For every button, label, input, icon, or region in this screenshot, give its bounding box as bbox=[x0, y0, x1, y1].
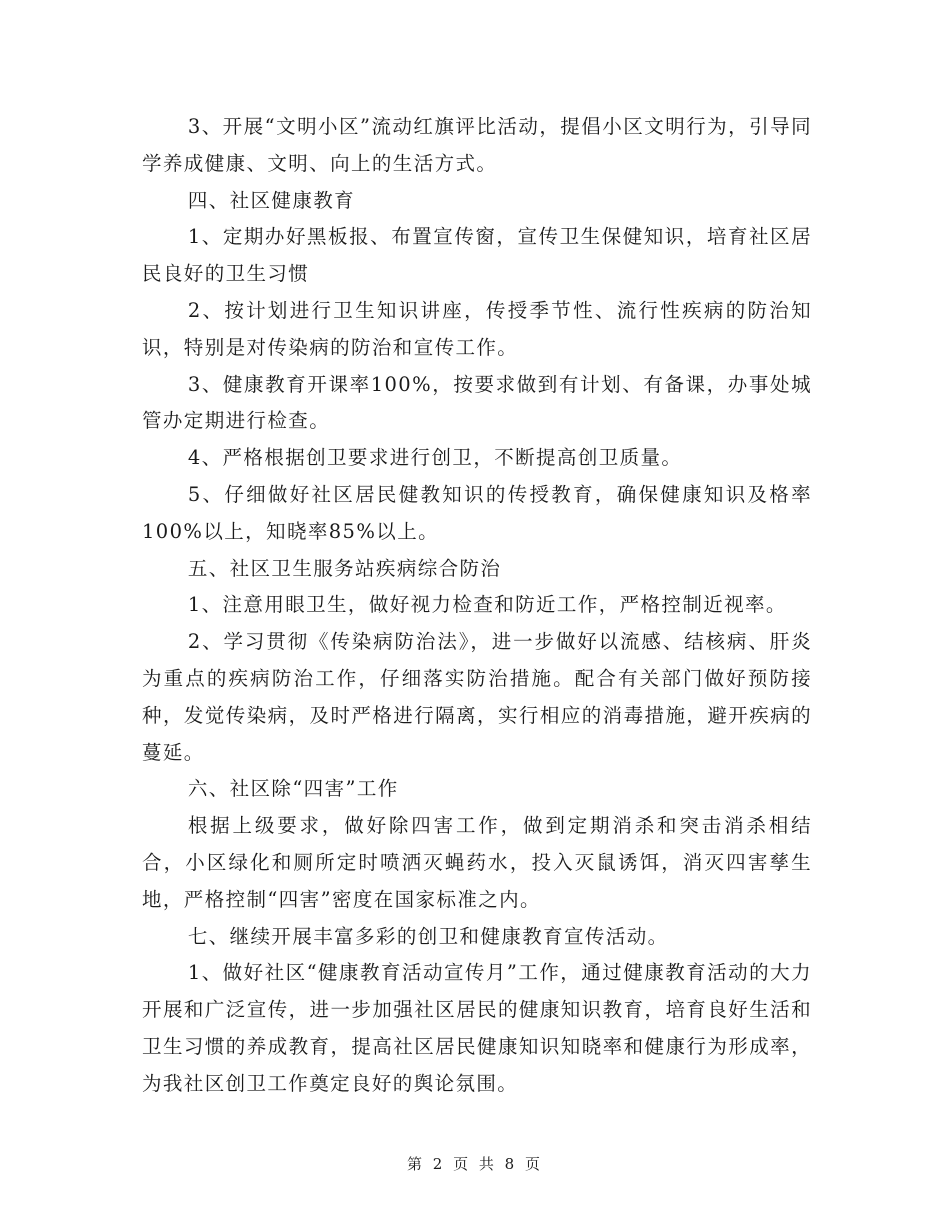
paragraph-course-rate: 3、健康教育开课率100%，按要求做到有计划、有备课，办事处城管办定期进行检查。 bbox=[142, 372, 812, 433]
paragraph-knowledge-pass-rate: 5、仔细做好社区居民健教知识的传授教育，确保健康知识及格率100%以上，知晓率85%以上。 bbox=[142, 482, 812, 543]
paragraph-infectious-disease-law: 2、学习贯彻《传染病防治法》，进一步做好以流感、结核病、肝炎为重点的疾病防治工作，仔细落实防治措施。配合有关部门做好预防接种，发觉传染病，及时严格进行隔离，实行相应的消毒措施，避开疾病的蔓延。 bbox=[142, 630, 812, 764]
paragraph-eye-hygiene: 1、注意用眼卫生，做好视力检查和防近工作，严格控制近视率。 bbox=[187, 593, 787, 617]
section-heading-four-pests: 六、社区除“四害”工作 bbox=[187, 777, 399, 801]
document-body bbox=[142, 109, 812, 1103]
paragraph-civilized-community-flag: 3、开展“文明小区”流动红旗评比活动，提倡小区文明行为，引导同学养成健康、文明、向上的生活方式。 bbox=[142, 115, 812, 175]
paragraph-health-education-month: 1、做好社区“健康教育活动宣传月”工作，通过健康教育活动的大力开展和广泛宣传，进一步加强社区居民的健康知识教育，培育良好生活和卫生习惯的养成教育，提高社区居民健康知识知晓率和健康行为形成率，为我社区创卫工作奠定良好的舆论氛围。 bbox=[142, 961, 812, 1095]
section-heading-publicity-activities: 七、继续开展丰富多彩的创卫和健康教育宣传活动。 bbox=[187, 924, 669, 948]
paragraph-blackboard-newsletter: 1、定期办好黑板报、布置宣传窗，宣传卫生保健知识，培育社区居民良好的卫生习惯 bbox=[142, 225, 812, 286]
section-heading-health-education: 四、社区健康教育 bbox=[187, 188, 356, 212]
paragraph-health-lectures: 2、按计划进行卫生知识讲座，传授季节性、流行性疾病的防治知识，特别是对传染病的防治和宣传工作。 bbox=[142, 298, 812, 359]
paragraph-pest-control: 根据上级要求，做好除四害工作，做到定期消杀和突击消杀相结合，小区绿化和厕所定时喷洒灭蝇药水，投入灭鼠诱饵，消灭四害孳生地，严格控制“四害”密度在国家标准之内。 bbox=[142, 814, 812, 911]
page-number-footer: 第 2 页 共 8 页 bbox=[407, 1155, 543, 1173]
section-heading-disease-prevention: 五、社区卫生服务站疾病综合防治 bbox=[187, 556, 502, 580]
paragraph-sanitation-requirements: 4、严格根据创卫要求进行创卫，不断提高创卫质量。 bbox=[187, 446, 683, 470]
